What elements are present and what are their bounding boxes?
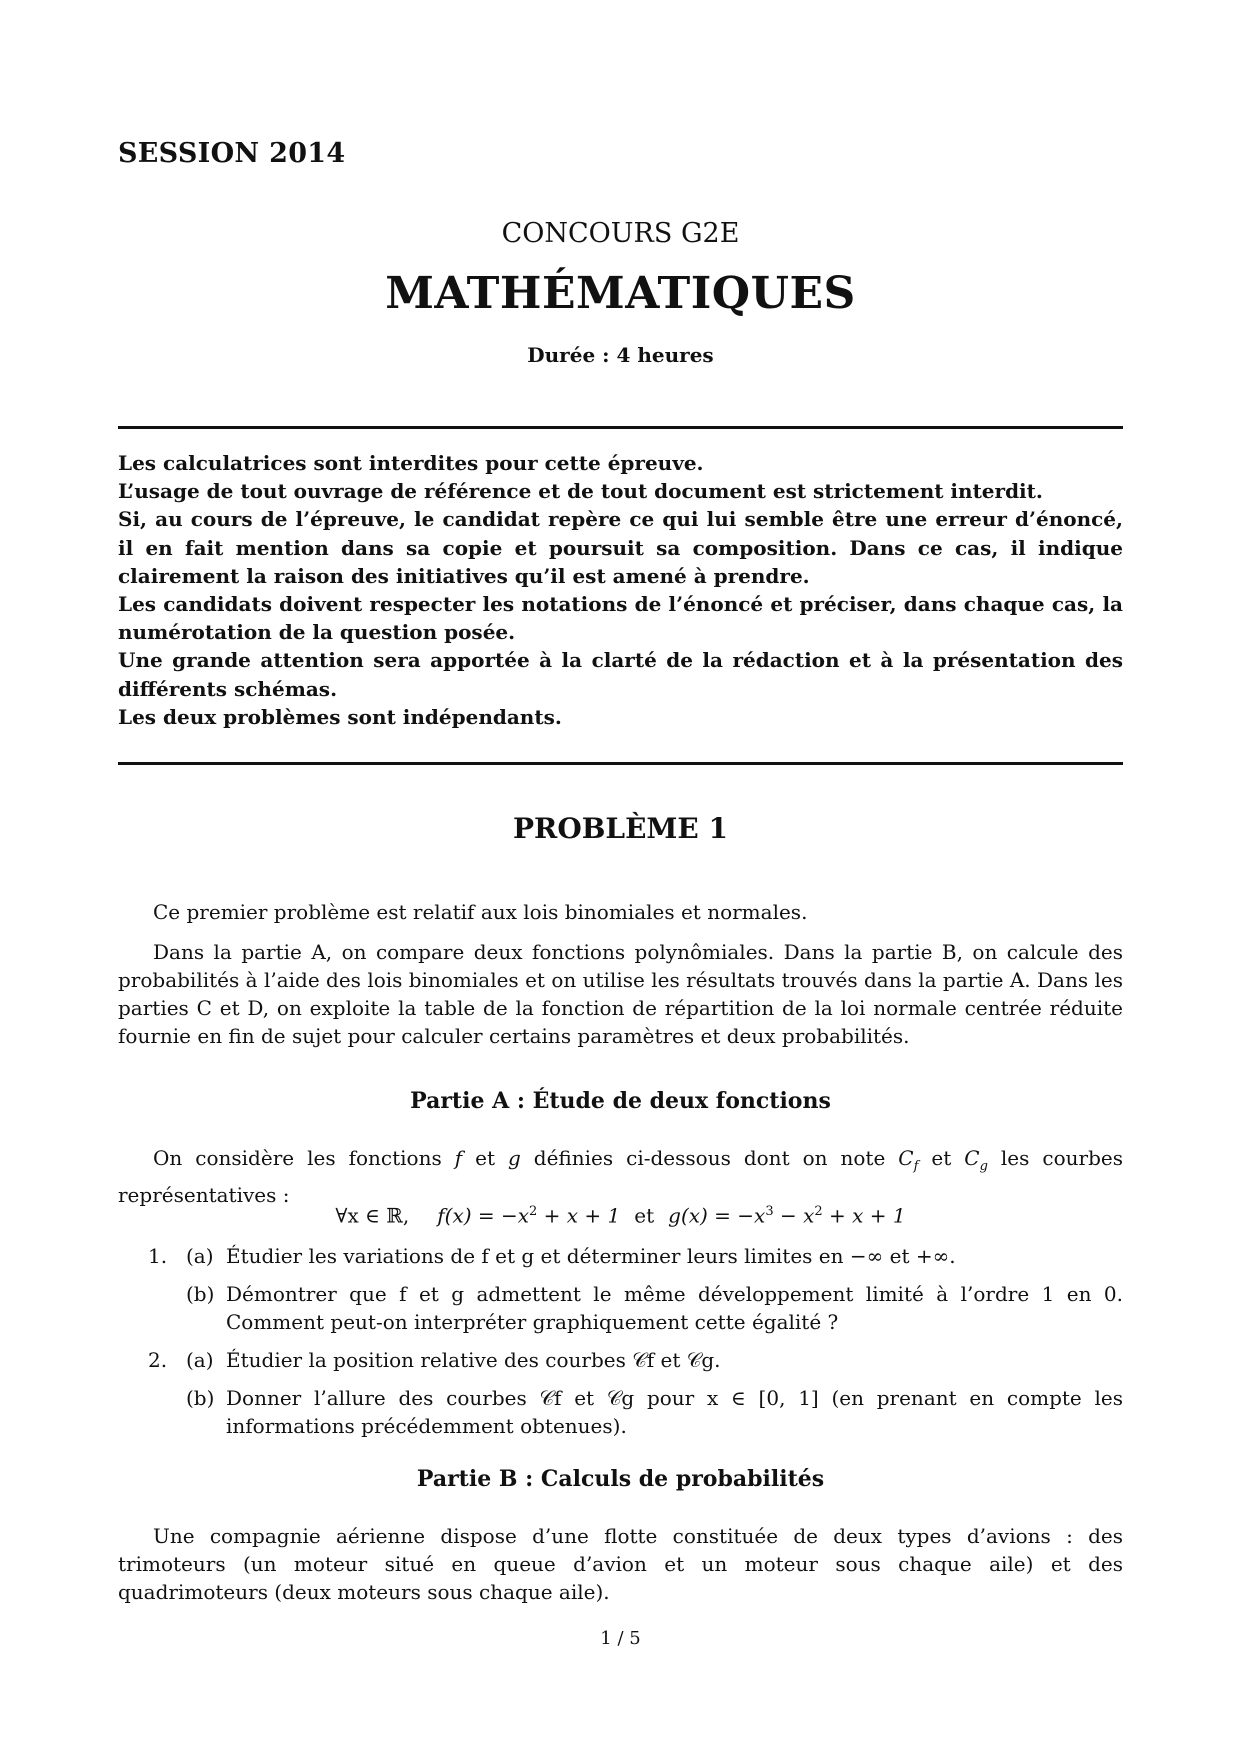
math-sub: g (979, 1159, 988, 1174)
question-number: 1. (148, 1244, 168, 1268)
question-text: Donner l’allure des courbes 𝒞f et 𝒞g pour x ∈ [0, 1] (en prenant en compte les informations précédemment obtenues). (226, 1386, 1123, 1438)
part-a-title: Partie A : Étude de deux fonctions (410, 1088, 831, 1114)
subject-title: MATHÉMATIQUES (385, 268, 856, 319)
question-label: (b) (186, 1386, 215, 1410)
duration: Durée : 4 heures (527, 343, 714, 367)
question-number: 2. (148, 1348, 168, 1372)
part-b-intro (118, 1522, 1123, 1606)
instruction-line: Une grande attention sera apportée à la clarté de la rédaction et à la présentation des différents schémas. (118, 648, 1123, 701)
question-label: (a) (186, 1348, 214, 1372)
exponent: 2 (529, 1204, 538, 1219)
paragraph: Une compagnie aérienne dispose d’une flotte constituée de deux types d’avions : des trimoteurs (un moteur situé en queue d’avion et un moteur sous chaque aile) et des quadrimoteurs (deux moteurs sous chaque aile). (118, 1524, 1123, 1604)
text: On considère les fonctions (153, 1146, 455, 1170)
paragraph: Dans la partie A, on compare deux fonctions polynômiales. Dans la partie B, on calcule des probabilités à l’aide des lois binomiales et on utilise les résultats trouvés dans la partie A. Dans les parties C et D, on exploite la table de la fonction de répartition de la loi normale centrée réduite fournie en fin de sujet pour calculer certains paramètres et deux probabilités. (118, 940, 1123, 1048)
problem-intro-1 (118, 898, 1123, 926)
part-b-title: Partie B : Calculs de probabilités (416, 1466, 825, 1492)
g-definition-mid: − x (773, 1203, 815, 1228)
quantifier: ∀x ∈ ℝ, (335, 1203, 410, 1228)
session-title: SESSION 2014 (118, 138, 346, 169)
problem-title: PROBLÈME 1 (513, 812, 728, 845)
g-definition-rest: + x + 1 (822, 1203, 906, 1228)
g-definition: g(x) = −x (668, 1203, 766, 1228)
instruction-line: L’usage de tout ouvrage de référence et de tout document est strictement interdit. (118, 479, 1043, 504)
page-number: 1 / 5 (600, 1628, 641, 1649)
exponent: 3 (765, 1204, 774, 1219)
bottom-rule (118, 762, 1123, 765)
math-cg: C (964, 1146, 980, 1170)
conjunction: et (634, 1203, 655, 1228)
text: et (918, 1146, 965, 1170)
question-label: (b) (186, 1282, 215, 1306)
text: et (462, 1146, 508, 1170)
concours-title: CONCOURS G2E (501, 218, 740, 249)
question-text: Démontrer que f et g admettent le même développement limité à l’ordre 1 en 0. Comment peut-on interpréter graphiquement cette égalité ? (226, 1282, 1123, 1334)
instruction-line: Les candidats doivent respecter les notations de l’énoncé et préciser, dans chaque cas, la numérotation de la question posée. (118, 592, 1123, 645)
f-definition: f(x) = −x (437, 1203, 530, 1228)
math-f: f (454, 1146, 463, 1170)
problem-intro-2 (118, 938, 1123, 1050)
question-label: (a) (186, 1244, 214, 1268)
math-g: g (507, 1146, 521, 1170)
exponent: 2 (814, 1204, 823, 1219)
text: les courbes représentatives : (118, 1146, 1123, 1207)
f-definition-rest: + x + 1 (537, 1203, 621, 1228)
top-rule (118, 426, 1123, 429)
math-sub: f (913, 1159, 919, 1174)
instruction-line: Si, au cours de l’épreuve, le candidat repère ce qui lui semble être une erreur d’énoncé, il en fait mention dans sa copie et poursuit sa composition. Dans ce cas, il indique clairement la raison des initiatives qu’il est amené à prendre. (118, 507, 1123, 588)
question-text: Étudier les variations de f et g et déterminer leurs limites en −∞ et +∞. (226, 1244, 956, 1268)
function-definitions (0, 1198, 1241, 1230)
question-text: Étudier la position relative des courbes 𝒞f et 𝒞g. (226, 1348, 721, 1372)
text: définies ci-dessous dont on note (520, 1146, 899, 1170)
paragraph: Ce premier problème est relatif aux lois binomiales et normales. (153, 900, 808, 924)
instruction-line: Les deux problèmes sont indépendants. (118, 704, 562, 729)
math-cf: C (898, 1146, 914, 1170)
instructions-block (118, 449, 1123, 731)
instruction-line: Les calculatrices sont interdites pour cette épreuve. (118, 451, 704, 475)
